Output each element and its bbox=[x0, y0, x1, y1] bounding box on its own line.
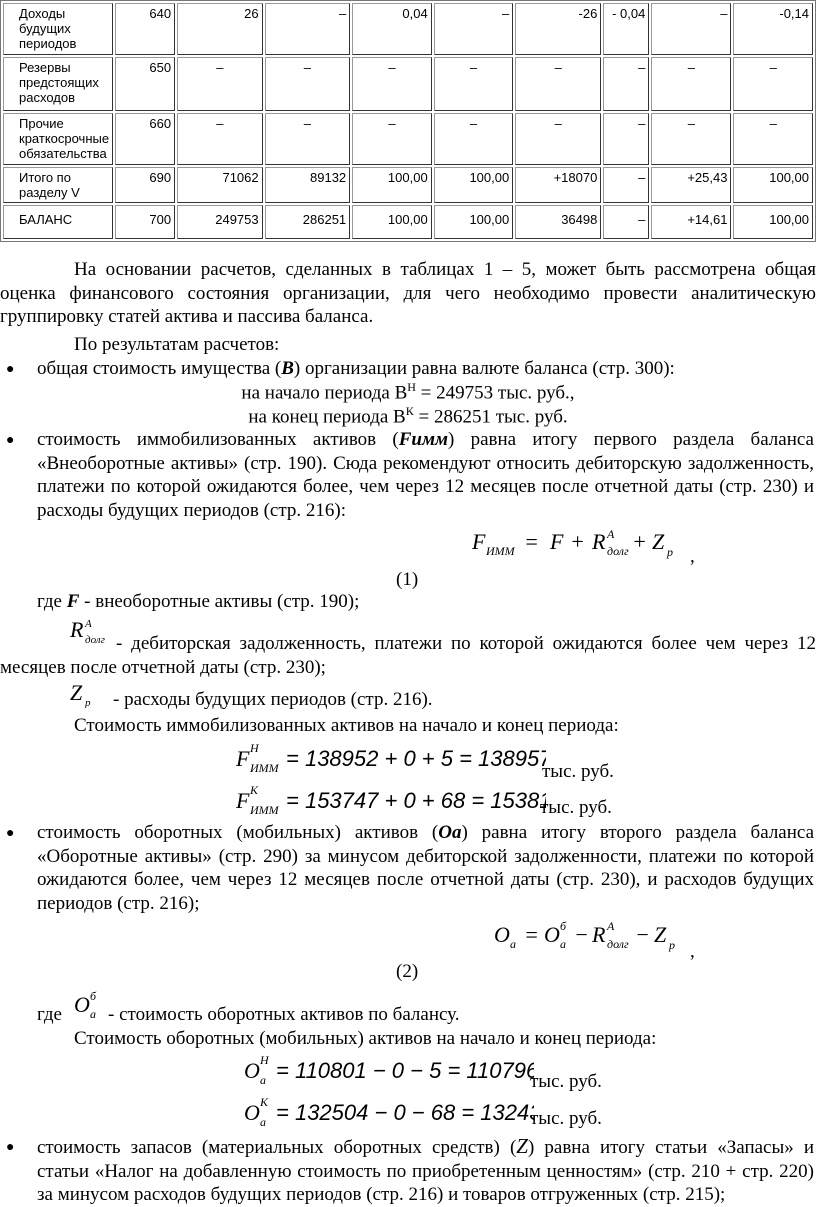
row-name: Доходы будущих периодов bbox=[19, 6, 77, 51]
svg-text:F: F bbox=[236, 788, 250, 813]
svg-text:долг: долг bbox=[607, 544, 629, 558]
row-code: 640 bbox=[115, 3, 175, 55]
row-code: 660 bbox=[115, 113, 175, 165]
svg-text:F: F bbox=[472, 529, 486, 554]
paragraph-results: По результатам расчетов: bbox=[74, 334, 280, 355]
cell: 100,00 bbox=[733, 167, 813, 203]
svg-text:R: R bbox=[70, 617, 84, 642]
cell: 100,00 bbox=[434, 167, 514, 203]
row-name: Резервы предстоящих расходов bbox=[19, 60, 99, 105]
where-3: - расходы будущих периодов (стр. 216). bbox=[113, 689, 433, 710]
svg-text:ИММ: ИММ bbox=[486, 544, 515, 558]
imm-formula-start-unit: тыс. руб. bbox=[542, 761, 614, 782]
cell: -0,14 bbox=[733, 3, 813, 55]
cell: – bbox=[651, 113, 731, 165]
where-2: - дебиторская задолженность, платежи по которой ожидаются более чем через 12 месяцев после отчетной даты (стр. 230); bbox=[0, 633, 816, 678]
balance-table-wrapper bbox=[0, 0, 816, 242]
svg-text:Н: Н bbox=[250, 741, 259, 755]
svg-text:долг: долг bbox=[85, 634, 105, 646]
svg-text:ИММ: ИММ bbox=[250, 803, 279, 817]
svg-text:A: A bbox=[85, 618, 92, 630]
svg-text:−: − bbox=[635, 922, 650, 947]
cell: 286251 bbox=[265, 205, 351, 239]
cell: 249753 bbox=[177, 205, 263, 239]
row-code: 690 bbox=[115, 167, 175, 203]
where-4-prefix: где bbox=[37, 1004, 62, 1025]
paragraph-intro: На основании расчетов, сделанных в таблицах 1 – 5, может быть рассмотрена общая оценка финансового состояния организации, для чего необходимо провести аналитическую группировку статей актива и пассива баланса. bbox=[0, 259, 816, 327]
cell: 89132 bbox=[265, 167, 351, 203]
svg-text:б: б bbox=[560, 919, 567, 933]
imm-formula-start bbox=[236, 738, 546, 780]
ob-formula-start-unit: тыс. руб. bbox=[530, 1071, 602, 1092]
symbol-z-p bbox=[68, 678, 108, 708]
cell: – bbox=[434, 113, 514, 165]
bullet-4-text: стоимость запасов (материальных оборотных средств) (Z) равна итогу статьи «Запасы» и статьи «Налог на добавленную стоимость по приобретенным ценностям» (стр. 210 + стр. 220) за минусом расходов будущих периодов (стр. 216) и товаров отгруженных (стр. 215); bbox=[37, 1134, 815, 1205]
cell: 0,04 bbox=[352, 3, 432, 55]
svg-text:O: O bbox=[494, 922, 510, 947]
cell: +18070 bbox=[515, 167, 601, 203]
ob-formula-start bbox=[244, 1050, 534, 1092]
cell: – bbox=[651, 3, 731, 55]
cell: - 0,04 bbox=[603, 3, 649, 55]
svg-text:A: A bbox=[607, 527, 615, 541]
table-row bbox=[3, 3, 813, 55]
cell: – bbox=[603, 167, 649, 203]
ob-formula-end-graphic bbox=[244, 1092, 534, 1134]
table-row bbox=[3, 205, 813, 239]
imm-formula-start-graphic bbox=[236, 738, 546, 780]
cell: +14,61 bbox=[651, 205, 731, 239]
bullet-icon: ● bbox=[6, 362, 15, 377]
bullet-icon: ● bbox=[6, 433, 15, 448]
row-code: 650 bbox=[115, 57, 175, 111]
ob-formula-end bbox=[244, 1092, 534, 1134]
svg-text:ИММ: ИММ bbox=[250, 761, 279, 775]
formula-2 bbox=[494, 918, 694, 958]
svg-text:−: − bbox=[574, 922, 589, 947]
cell: 100,00 bbox=[434, 205, 514, 239]
row-name-cell bbox=[3, 113, 113, 165]
table-row bbox=[3, 113, 813, 165]
svg-text:F: F bbox=[236, 746, 250, 771]
cell: – bbox=[603, 57, 649, 111]
table-row bbox=[3, 167, 813, 203]
svg-text:a: a bbox=[560, 937, 566, 951]
bullet-3-text: стоимость оборотных (мобильных) активов (Oa) равна итогу второго раздела баланса «Оборотные активы» (стр. 290) за минусом дебиторской задолженности, платежи по которой ожидаются более, чем через 12 месяцев после отчетной даты (стр. 230), и расходов будущих периодов (стр. 216); bbox=[37, 822, 814, 914]
cell: – bbox=[177, 113, 263, 165]
cell: – bbox=[265, 3, 351, 55]
svg-text:a: a bbox=[90, 1007, 96, 1021]
cell: – bbox=[352, 113, 432, 165]
svg-text:A: A bbox=[607, 919, 615, 933]
svg-text:a: a bbox=[260, 1115, 266, 1129]
where-1: где F - внеоборотные активы (стр. 190); bbox=[37, 591, 360, 612]
formula-1-number: (1) bbox=[396, 569, 419, 590]
cell: 26 bbox=[177, 3, 263, 55]
cell: -26 bbox=[515, 3, 601, 55]
svg-text:р: р bbox=[85, 697, 91, 708]
svg-text:Z: Z bbox=[654, 922, 667, 947]
svg-text:= 110801 − 0 − 5 = 110796: = 110801 − 0 − 5 = 110796 bbox=[276, 1058, 534, 1083]
symbol-o-b-a-graphic bbox=[72, 988, 108, 1024]
row-name-cell bbox=[3, 167, 113, 203]
row-name: Итого по разделу V bbox=[19, 170, 80, 200]
row-name: БАЛАНС bbox=[19, 212, 73, 227]
svg-text:= 153747 + 0 + 68 = 153815: = 153747 + 0 + 68 = 153815 bbox=[286, 788, 546, 813]
cell: – bbox=[603, 205, 649, 239]
svg-text:К: К bbox=[250, 783, 258, 797]
cell: – bbox=[603, 113, 649, 165]
cell: – bbox=[434, 3, 514, 55]
svg-text:+: + bbox=[632, 529, 647, 554]
formula-2-number: (2) bbox=[396, 961, 419, 982]
cell: 100,00 bbox=[352, 205, 432, 239]
formula-1-comma: , bbox=[690, 546, 695, 567]
ob-formula-start-graphic bbox=[244, 1050, 534, 1092]
imm-formula-end-graphic bbox=[236, 780, 546, 822]
svg-text:р: р bbox=[667, 545, 673, 559]
svg-text:= 132504 − 0 − 68 = 132436: = 132504 − 0 − 68 = 132436 bbox=[276, 1100, 534, 1125]
balance-table bbox=[0, 0, 816, 242]
svg-text:К: К bbox=[260, 1095, 268, 1109]
svg-text:Z: Z bbox=[652, 529, 665, 554]
imm-intro: Стоимость иммобилизованных активов на начало и конец периода: bbox=[74, 715, 619, 736]
bullet-2-text: стоимость иммобилизованных активов (Fимм) равна итогу первого раздела баланса «Внеоборотные активы» (стр. 190). Сюда рекомендуют относить дебиторскую задолженность, платежи по которой ожидаются более, чем через 12 месяцев после отчетной даты (стр. 230) и расходы будущих периодов (стр. 216): bbox=[37, 429, 814, 521]
svg-text:a: a bbox=[510, 937, 516, 951]
cell: – bbox=[177, 57, 263, 111]
svg-text:O: O bbox=[244, 1058, 260, 1083]
svg-text:R: R bbox=[592, 529, 606, 554]
imm-formula-end-unit: тыс. руб. bbox=[540, 797, 612, 818]
cell: – bbox=[733, 57, 813, 111]
symbol-z-p-graphic bbox=[68, 678, 108, 708]
row-name-cell bbox=[3, 3, 113, 55]
symbol-o-b-a bbox=[72, 988, 108, 1024]
bullet-1-line-end: на конец периода $В^К = 286251$ тыс. руб. bbox=[248, 404, 568, 428]
formula-1 bbox=[470, 525, 690, 565]
cell: – bbox=[265, 57, 351, 111]
row-name: Прочие краткосрочные обязательства bbox=[19, 116, 110, 161]
bullet-1-text: общая стоимость имущества (B) организации равна валюте баланса (стр. 300): bbox=[37, 358, 675, 379]
svg-text:Н: Н bbox=[260, 1053, 269, 1067]
svg-text:F: F bbox=[550, 529, 564, 554]
svg-text:б: б bbox=[90, 989, 97, 1003]
cell: 71062 bbox=[177, 167, 263, 203]
cell: 100,00 bbox=[733, 205, 813, 239]
imm-formula-end bbox=[236, 780, 546, 822]
svg-text:р: р bbox=[669, 938, 675, 952]
svg-text:= 138952 + 0 + 5 = 138957: = 138952 + 0 + 5 = 138957 bbox=[286, 746, 546, 771]
bullet-icon: ● bbox=[6, 826, 15, 841]
cell: 36498 bbox=[515, 205, 601, 239]
formula-2-comma: , bbox=[690, 941, 695, 962]
svg-text:O: O bbox=[244, 1100, 260, 1125]
svg-text:O: O bbox=[74, 992, 90, 1017]
row-code: 700 bbox=[115, 205, 175, 239]
svg-text:a: a bbox=[260, 1073, 266, 1087]
bullet-icon: ● bbox=[6, 1140, 15, 1155]
cell: – bbox=[434, 57, 514, 111]
formula-2-graphic bbox=[494, 918, 694, 958]
cell: – bbox=[651, 57, 731, 111]
ob-intro: Стоимость оборотных (мобильных) активов на начало и конец периода: bbox=[74, 1028, 657, 1049]
cell: – bbox=[352, 57, 432, 111]
row-name-cell bbox=[3, 205, 113, 239]
svg-text:=: = bbox=[524, 922, 539, 947]
svg-text:Z: Z bbox=[70, 680, 83, 705]
svg-text:=: = bbox=[524, 529, 539, 554]
bullet-1-line-start: на начало периода $В^Н = 249753$ тыс. руб., bbox=[241, 380, 575, 404]
cell: – bbox=[515, 113, 601, 165]
formula-1-graphic bbox=[470, 525, 690, 565]
cell: – bbox=[515, 57, 601, 111]
cell: +25,43 bbox=[651, 167, 731, 203]
cell: 100,00 bbox=[352, 167, 432, 203]
row-name-cell bbox=[3, 57, 113, 111]
where-4: - стоимость оборотных активов по балансу. bbox=[108, 1004, 460, 1025]
svg-text:+: + bbox=[570, 529, 585, 554]
cell: – bbox=[265, 113, 351, 165]
svg-text:R: R bbox=[592, 922, 606, 947]
ob-formula-end-unit: тыс. руб. bbox=[530, 1108, 602, 1129]
table-row bbox=[3, 57, 813, 111]
svg-text:O: O bbox=[544, 922, 560, 947]
cell: – bbox=[733, 113, 813, 165]
svg-text:долг: долг bbox=[607, 937, 629, 951]
